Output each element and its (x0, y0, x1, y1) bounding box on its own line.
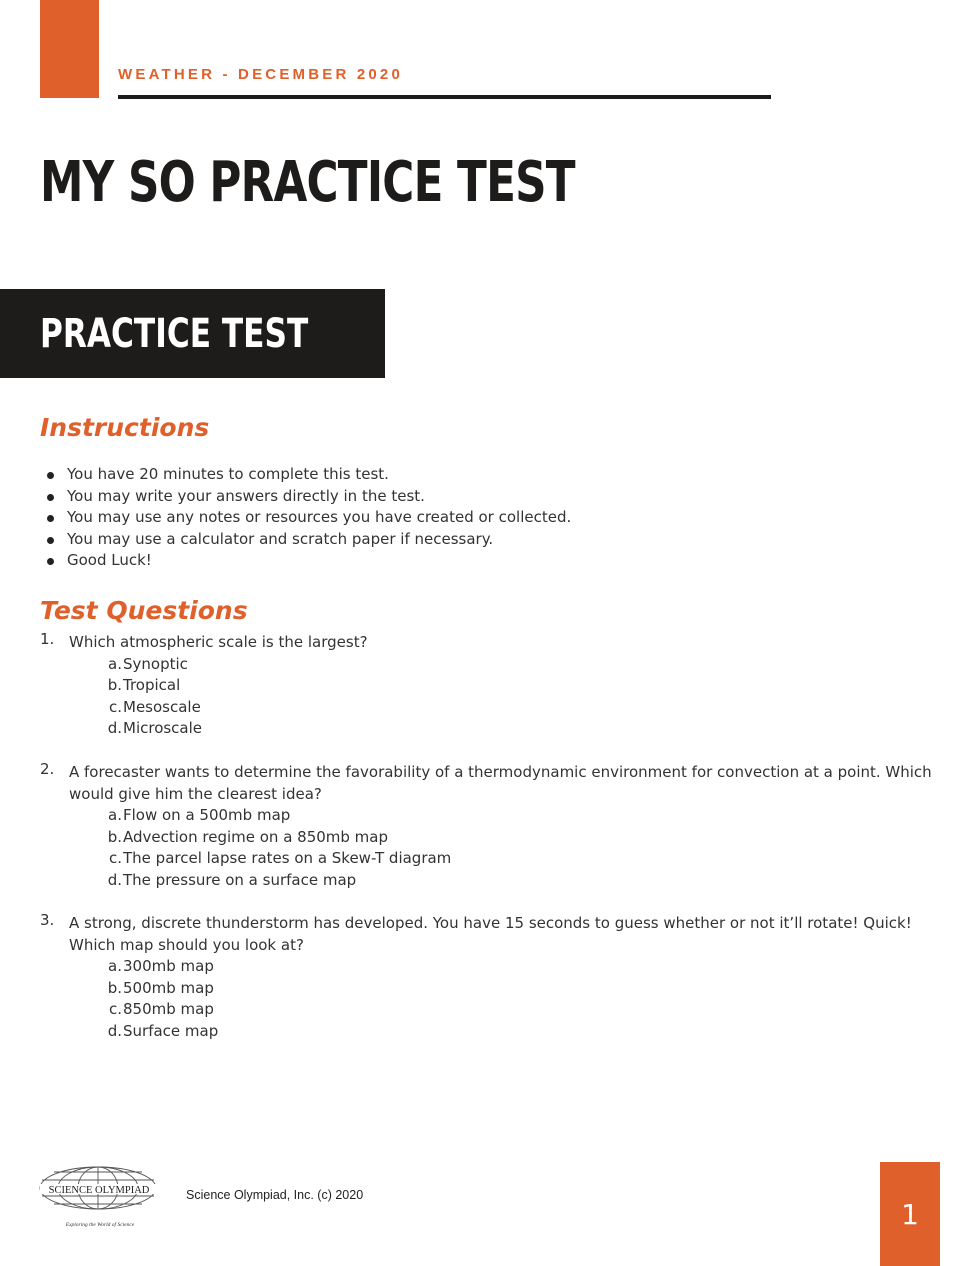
test-questions-heading: Test Questions (40, 596, 248, 625)
section-banner (0, 289, 385, 378)
option-letter: d. (107, 1021, 122, 1040)
answer-option (40, 956, 940, 978)
bullet-icon (47, 537, 54, 544)
option-letter: d. (107, 719, 122, 738)
answer-options (40, 956, 940, 1042)
bullet-icon (47, 558, 54, 565)
science-olympiad-logo (38, 1160, 160, 1232)
instruction-text: You may use a calculator and scratch paper if necessary. (67, 529, 494, 548)
list-item (40, 486, 571, 508)
option-letter: b. (107, 827, 122, 846)
header-kicker: WEATHER - DECEMBER 2020 (118, 66, 404, 83)
option-text: The pressure on a surface map (123, 870, 357, 889)
answer-option (40, 805, 940, 827)
question-number: 3. (40, 911, 55, 929)
answer-option (40, 654, 940, 676)
option-letter: a. (108, 957, 122, 976)
question-text: A forecaster wants to determine the favorability of a thermodynamic environment for convection at a point. Which would give him the clearest idea? (69, 763, 932, 803)
page-number: 1 (901, 1197, 919, 1231)
question-1 (40, 632, 940, 740)
option-letter: b. (107, 978, 122, 997)
answer-options (40, 805, 940, 891)
answer-option (40, 978, 940, 1000)
option-letter: c. (108, 1000, 122, 1019)
option-text: Advection regime on a 850mb map (123, 827, 389, 846)
option-text: Flow on a 500mb map (123, 806, 291, 825)
footer-copyright: Science Olympiad, Inc. (c) 2020 (186, 1188, 364, 1202)
answer-option (40, 1021, 940, 1043)
svg-text:Exploring the World of Science: Exploring the World of Science (65, 1222, 135, 1228)
question-text: A strong, discrete thunderstorm has developed. You have 15 seconds to guess whether or not it’ll rotate! Quick! Which map should you look at? (69, 914, 912, 954)
option-letter: b. (107, 676, 122, 695)
list-item (40, 550, 571, 572)
instructions-list (40, 464, 571, 572)
option-text: The parcel lapse rates on a Skew-T diagram (123, 849, 452, 868)
accent-block (40, 0, 99, 98)
banner-label: PRACTICE TEST (40, 311, 309, 357)
option-text: Mesoscale (123, 697, 201, 716)
answer-option (40, 675, 940, 697)
answer-option (40, 827, 940, 849)
svg-text:SCIENCE OLYMPIAD: SCIENCE OLYMPIAD (48, 1185, 150, 1196)
option-letter: a. (108, 806, 122, 825)
option-text: Microscale (123, 719, 203, 738)
page-title: MY SO PRACTICE TEST (40, 150, 575, 215)
question-number: 2. (40, 760, 55, 778)
question-number: 1. (40, 630, 55, 648)
option-text: Synoptic (123, 654, 188, 673)
instruction-text: You may use any notes or resources you have created or collected. (67, 508, 572, 527)
answer-option (40, 718, 940, 740)
question-text: Which atmospheric scale is the largest? (69, 633, 368, 651)
option-text: 500mb map (123, 978, 214, 997)
page-number-box (880, 1162, 940, 1266)
question-3 (40, 913, 940, 1043)
answer-option (40, 848, 940, 870)
instruction-text: You may write your answers directly in the test. (67, 486, 425, 505)
option-text: 850mb map (123, 1000, 214, 1019)
option-letter: a. (108, 654, 122, 673)
header-rule (118, 95, 771, 99)
question-2 (40, 762, 940, 892)
list-item (40, 529, 571, 551)
answer-options (40, 654, 940, 740)
list-item (40, 464, 571, 486)
bullet-icon (47, 472, 54, 479)
bullet-icon (47, 515, 54, 522)
instruction-text: Good Luck! (67, 551, 152, 570)
instruction-text: You have 20 minutes to complete this test. (67, 465, 389, 483)
option-text: Surface map (123, 1021, 219, 1040)
option-text: Tropical (123, 676, 181, 695)
answer-option (40, 870, 940, 892)
option-text: 300mb map (123, 957, 214, 976)
option-letter: d. (107, 870, 122, 889)
answer-option (40, 999, 940, 1021)
instructions-heading: Instructions (40, 413, 210, 442)
option-letter: c. (108, 697, 122, 716)
bullet-icon (47, 494, 54, 501)
list-item (40, 507, 571, 529)
answer-option (40, 697, 940, 719)
option-letter: c. (108, 849, 122, 868)
